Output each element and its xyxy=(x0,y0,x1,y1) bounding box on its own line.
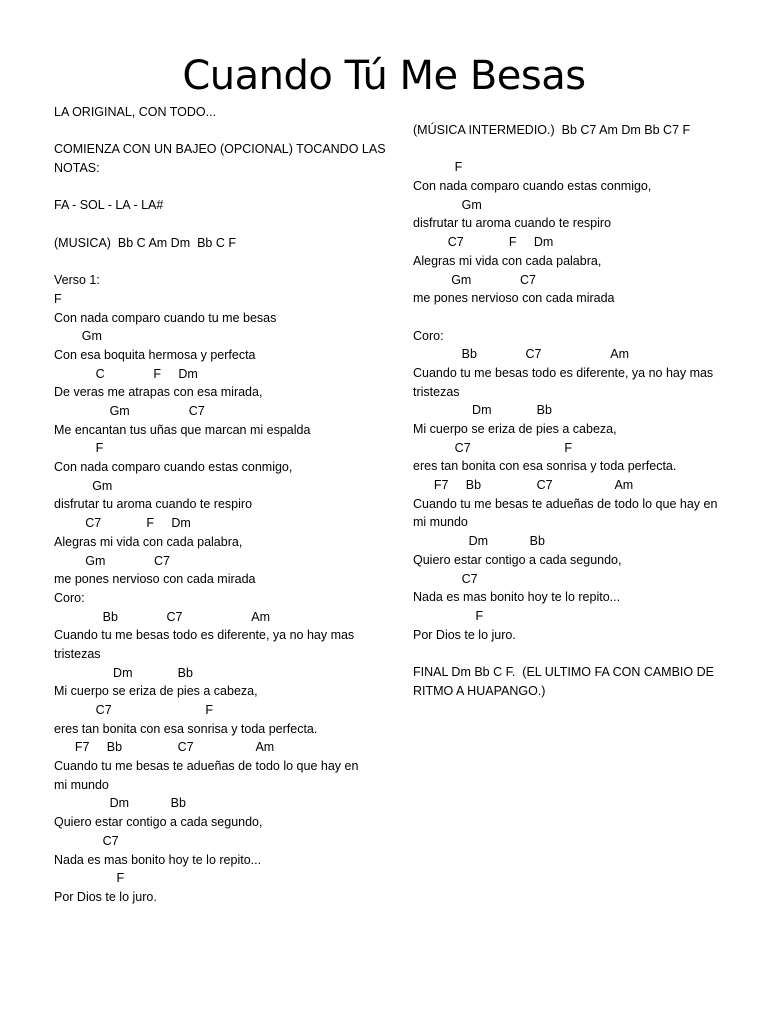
text-line: disfrutar tu aroma cuando te respiro xyxy=(54,497,253,512)
text-line: Dm Bb xyxy=(413,403,552,418)
text-line: F xyxy=(413,608,484,623)
text-line: Mi cuerpo se eriza de pies a cabeza, xyxy=(413,422,617,436)
text-line: mi mundo xyxy=(413,515,468,530)
text-line: Mi cuerpo se eriza de pies a cabeza, xyxy=(54,684,258,699)
text-line: Por Dios te lo juro. xyxy=(413,627,516,642)
text-line: Coro: xyxy=(413,328,444,343)
text-line: Dm Bb xyxy=(413,534,545,549)
text-line: mi mundo xyxy=(54,777,109,792)
text-line: C7 F Dm xyxy=(54,516,191,531)
text-line: C7 F xyxy=(54,703,214,717)
blank-line xyxy=(413,644,733,663)
blank-line xyxy=(54,215,384,234)
text-line: Quiero estar contigo a cada segundo, xyxy=(54,815,263,830)
text-line: Dm Bb xyxy=(54,796,186,811)
text-line: (MUSICA) Bb C Am Dm Bb C F xyxy=(54,235,236,250)
text-line: Nada es mas bonito hoy te lo repito... xyxy=(54,852,262,867)
right-column xyxy=(413,121,733,700)
text-line: F xyxy=(54,871,125,886)
text-line: C7 F xyxy=(413,440,573,455)
text-line: C7 xyxy=(413,571,478,586)
text-line: FINAL Dm Bb C F. (EL ULTIMO FA CON CAMBIO DE xyxy=(413,664,714,679)
text-line: Cuando tu me besas todo es diferente, ya no hay mas xyxy=(54,628,355,643)
text-line: Cuando tu me besas te adueñas de todo lo que hay en xyxy=(54,759,359,774)
text-line: FA - SOL - LA - LA# xyxy=(54,198,164,213)
text-line: F7 Bb C7 Am xyxy=(54,740,275,755)
text-line: Con nada comparo cuando estas conmigo, xyxy=(54,460,293,475)
left-column xyxy=(54,103,384,907)
blank-line xyxy=(54,122,384,141)
text-line: Gm xyxy=(54,329,102,344)
blank-line xyxy=(413,140,733,159)
text-line: Gm xyxy=(413,197,482,212)
text-line: Con nada comparo cuando tu me besas xyxy=(54,310,277,325)
text-line: Cuando tu me besas te adueñas de todo lo que hay en xyxy=(413,496,718,511)
text-line: Gm C7 xyxy=(54,553,170,568)
text-line: (MÚSICA INTERMEDIO.) Bb C7 Am Dm Bb C7 F xyxy=(413,123,691,137)
text-line: Me encantan tus uñas que marcan mi espalda xyxy=(54,422,311,437)
text-line: Bb C7 Am xyxy=(413,347,630,362)
text-line: tristezas xyxy=(54,646,101,661)
text-line: LA ORIGINAL, CON TODO... xyxy=(54,105,217,119)
text-line: COMIENZA CON UN BAJEO (OPCIONAL) TOCANDO LAS xyxy=(54,142,386,157)
text-line: eres tan bonita con esa sonrisa y toda perfecta. xyxy=(413,459,677,474)
blank-line xyxy=(413,308,733,327)
text-line: Bb C7 Am xyxy=(54,609,271,624)
text-line: C7 F Dm xyxy=(413,235,554,250)
text-line: RITMO A HUAPANGO.) xyxy=(413,683,546,698)
text-line: NOTAS: xyxy=(54,161,100,176)
text-line: eres tan bonita con esa sonrisa y toda perfecta. xyxy=(54,721,318,736)
text-line: Cuando tu me besas todo es diferente, ya no hay mas xyxy=(413,365,714,380)
text-line: me pones nervioso con cada mirada xyxy=(54,572,256,587)
text-line: F xyxy=(54,291,62,306)
text-line: disfrutar tu aroma cuando te respiro xyxy=(413,216,612,231)
text-line: F7 Bb C7 Am xyxy=(413,478,634,493)
text-line: Alegras mi vida con cada palabra, xyxy=(413,253,602,268)
text-line: Por Dios te lo juro. xyxy=(54,889,157,904)
text-line: C F Dm xyxy=(54,366,198,381)
text-line: Con esa boquita hermosa y perfecta xyxy=(54,347,256,362)
text-line: Gm C7 xyxy=(413,272,536,287)
text-line: F xyxy=(413,160,463,175)
blank-line xyxy=(54,178,384,197)
text-line: Verso 1: xyxy=(54,273,100,288)
text-line: Quiero estar contigo a cada segundo, xyxy=(413,552,622,567)
text-line: C7 xyxy=(54,833,119,848)
text-line: F xyxy=(54,441,104,456)
text-line: Coro: xyxy=(54,590,85,605)
text-line: me pones nervioso con cada mirada xyxy=(413,291,615,306)
text-line: Alegras mi vida con cada palabra, xyxy=(54,534,243,549)
text-line: Nada es mas bonito hoy te lo repito... xyxy=(413,590,621,605)
text-line: tristezas xyxy=(413,384,460,399)
text-line: Gm xyxy=(54,478,113,493)
page-title: Cuando Tú Me Besas xyxy=(182,53,586,99)
blank-line xyxy=(54,253,384,272)
text-line: Gm C7 xyxy=(54,404,205,418)
text-line: Con nada comparo cuando estas conmigo, xyxy=(413,179,652,194)
text-line: Dm Bb xyxy=(54,665,193,680)
text-line: De veras me atrapas con esa mirada, xyxy=(54,385,263,400)
